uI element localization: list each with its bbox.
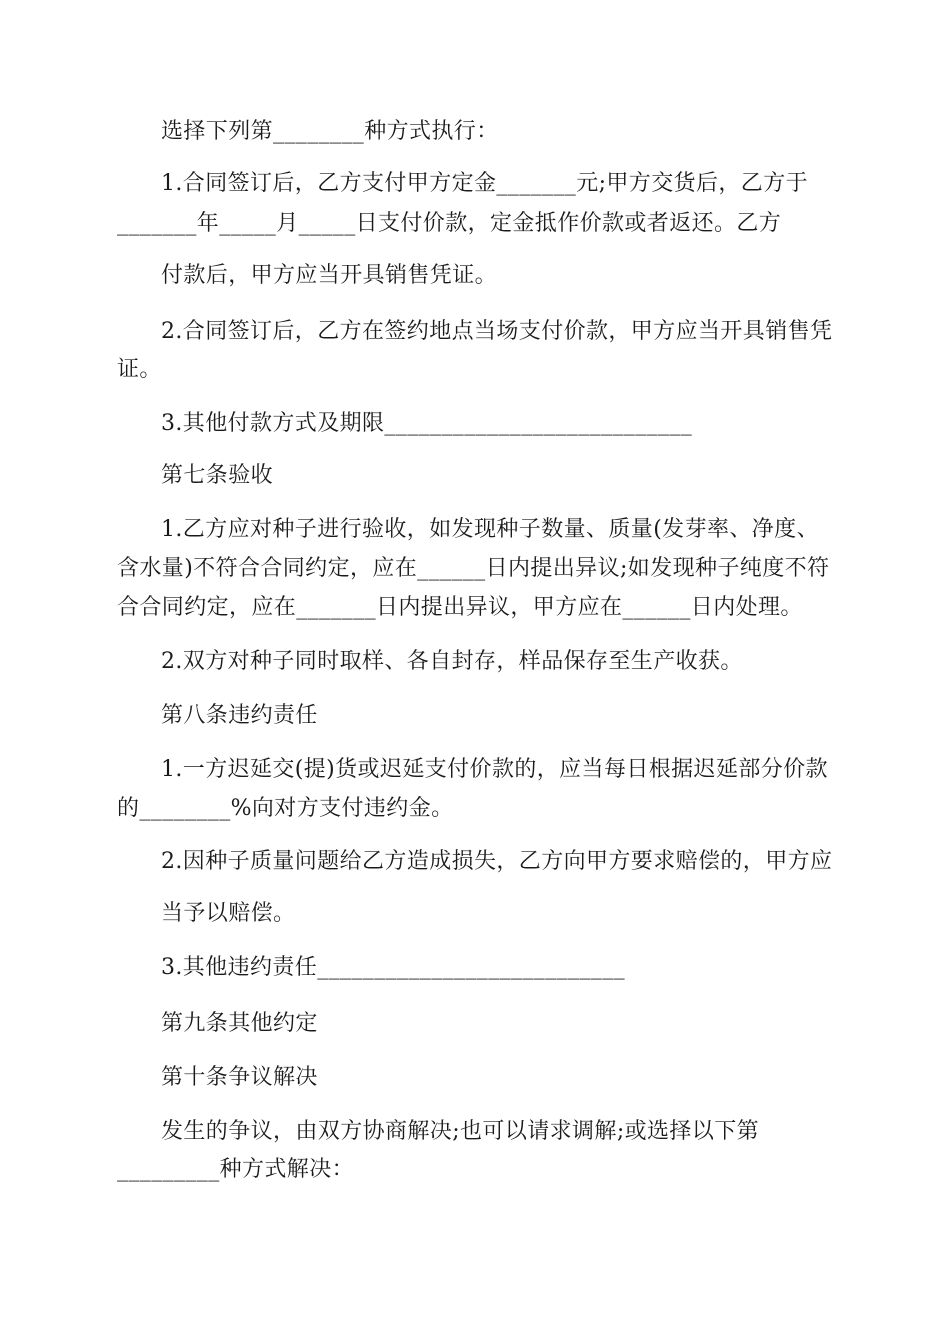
article-8-heading: 第八条违约责任: [161, 703, 318, 728]
liability-clause-1-line-2: 的________%向对方支付违约金。: [117, 796, 454, 821]
liability-clause-1-line-1: 1.一方迟延交(提)货或迟延支付价款的，应当每日根据迟延部分价款: [161, 757, 828, 782]
liability-clause-2-line-2: 当予以赔偿。: [161, 901, 296, 926]
dispute-clause-line-1: 发生的争议，由双方协商解决;也可以请求调解;或选择以下第: [161, 1119, 760, 1144]
dispute-clause-line-2: _________种方式解决：: [117, 1157, 355, 1182]
payment-option-1-line-1: 1.合同签订后，乙方支付甲方定金_______元;甲方交货后，乙方于: [161, 171, 809, 196]
article-7-heading: 第七条验收: [161, 463, 274, 488]
payment-option-intro: 选择下列第________种方式执行：: [161, 119, 499, 144]
payment-option-2-line-2: 证。: [117, 357, 162, 382]
inspection-clause-1-line-3: 合合同约定，应在_______日内提出异议，甲方应在______日内处理。: [117, 595, 803, 620]
article-9-heading: 第九条其他约定: [161, 1011, 318, 1036]
payment-option-3: 3.其他付款方式及期限___________________________: [161, 411, 693, 436]
inspection-clause-1-line-2: 含水量)不符合合同约定，应在______日内提出异议;如发现种子纯度不符: [117, 556, 830, 581]
inspection-clause-1-line-1: 1.乙方应对种子进行验收，如发现种子数量、质量(发芽率、净度、: [161, 517, 819, 542]
inspection-clause-2: 2.双方对种子同时取样、各自封存，样品保存至生产收获。: [161, 649, 743, 674]
payment-option-1-line-2: _______年_____月_____日支付价款，定金抵作价款或者返还。乙方: [117, 211, 782, 236]
payment-option-1-line-3: 付款后，甲方应当开具销售凭证。: [161, 263, 498, 288]
liability-clause-3: 3.其他违约责任___________________________: [161, 955, 625, 980]
liability-clause-2-line-1: 2.因种子质量问题给乙方造成损失，乙方向甲方要求赔偿的，甲方应: [161, 849, 833, 874]
article-10-heading: 第十条争议解决: [161, 1065, 318, 1090]
payment-option-2-line-1: 2.合同签订后，乙方在签约地点当场支付价款，甲方应当开具销售凭: [161, 319, 833, 344]
